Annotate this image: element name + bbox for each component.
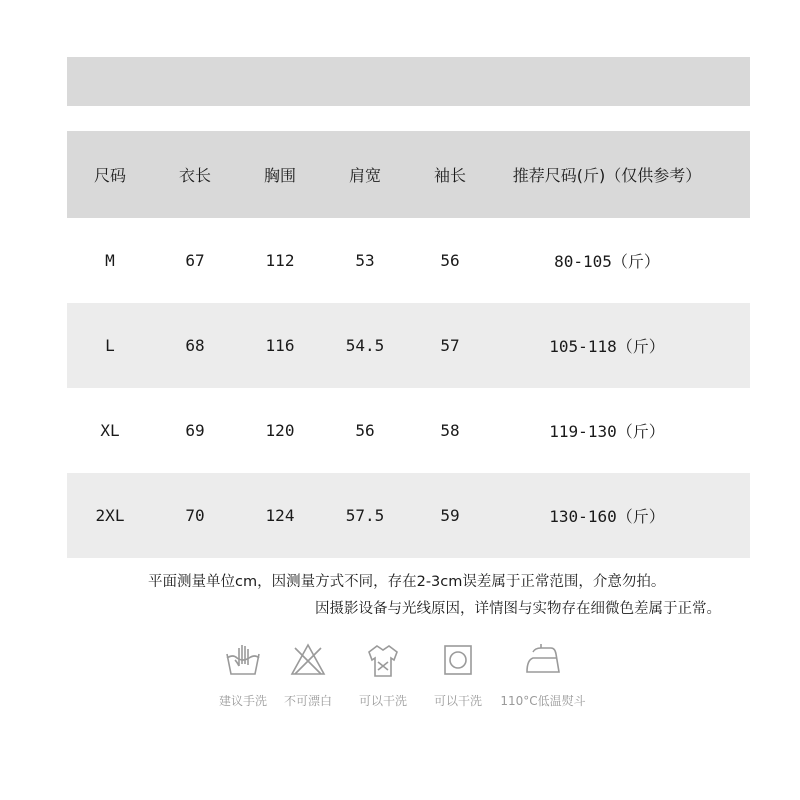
- weight-cell: 80-105（斤）: [554, 252, 660, 271]
- sleeve-cell: 59: [440, 506, 460, 525]
- header-length: 衣长: [178, 166, 211, 185]
- header-shoulder: 肩宽: [348, 166, 381, 185]
- header-chest: 胸围: [263, 166, 296, 185]
- header-recommended-weight: 推荐尺码(斤)（仅供参考）: [512, 166, 702, 185]
- table-row: [67, 473, 750, 558]
- shoulder-cell: 57.5: [345, 506, 385, 525]
- chest-cell: 124: [265, 506, 295, 525]
- color-difference-note: 因摄影设备与光线原因，详情图与实物存在细微色差属于正常。: [315, 601, 721, 617]
- chest-cell: 116: [265, 336, 295, 355]
- care-label: 可以干洗: [358, 694, 407, 708]
- shoulder-cell: 53: [355, 251, 375, 270]
- chest-cell: 120: [265, 421, 295, 440]
- sleeve-cell: 58: [440, 421, 460, 440]
- care-item-no-bleach: [268, 640, 348, 720]
- chest-cell: 112: [265, 251, 295, 270]
- no-bleach-icon: [288, 640, 328, 680]
- header-size: 尺码: [93, 166, 126, 185]
- shoulder-cell: 56: [355, 421, 375, 440]
- table-row: [67, 218, 750, 303]
- measurement-note: 平面测量单位cm，因测量方式不同，存在2-3cm误差属于正常范围，介意勿拍。: [148, 574, 666, 590]
- care-label: 可以干洗: [433, 694, 482, 708]
- header-sleeve: 袖长: [433, 166, 466, 185]
- weight-cell: 119-130（斤）: [549, 422, 665, 441]
- top-banner-bar: [67, 57, 750, 106]
- care-label: 110°C低温熨斗: [500, 694, 586, 708]
- size-chart-table: [67, 131, 750, 558]
- hand-wash-icon: [223, 640, 263, 680]
- length-cell: 68: [185, 336, 205, 355]
- length-cell: 69: [185, 421, 205, 440]
- iron-icon: [523, 640, 563, 680]
- size-cell: M: [105, 251, 115, 270]
- weight-cell: 105-118（斤）: [549, 337, 665, 356]
- care-label: 建议手洗: [218, 694, 267, 708]
- table-row: [67, 388, 750, 473]
- table-row: [67, 303, 750, 388]
- sleeve-cell: 57: [440, 336, 460, 355]
- length-cell: 70: [185, 506, 205, 525]
- size-cell: XL: [100, 421, 120, 440]
- size-cell: 2XL: [95, 506, 125, 525]
- dry-clean-icon: [363, 640, 403, 680]
- weight-cell: 130-160（斤）: [549, 507, 665, 526]
- care-item-iron: [500, 640, 586, 720]
- care-label: 不可漂白: [283, 694, 332, 708]
- shoulder-cell: 54.5: [345, 336, 385, 355]
- sleeve-cell: 56: [440, 251, 460, 270]
- care-item-tumble-dry: [418, 640, 498, 720]
- table-header-row: [67, 131, 750, 218]
- care-item-dry-clean: [343, 640, 423, 720]
- length-cell: 67: [185, 251, 205, 270]
- size-cell: L: [105, 336, 115, 355]
- tumble-dry-icon: [438, 640, 478, 680]
